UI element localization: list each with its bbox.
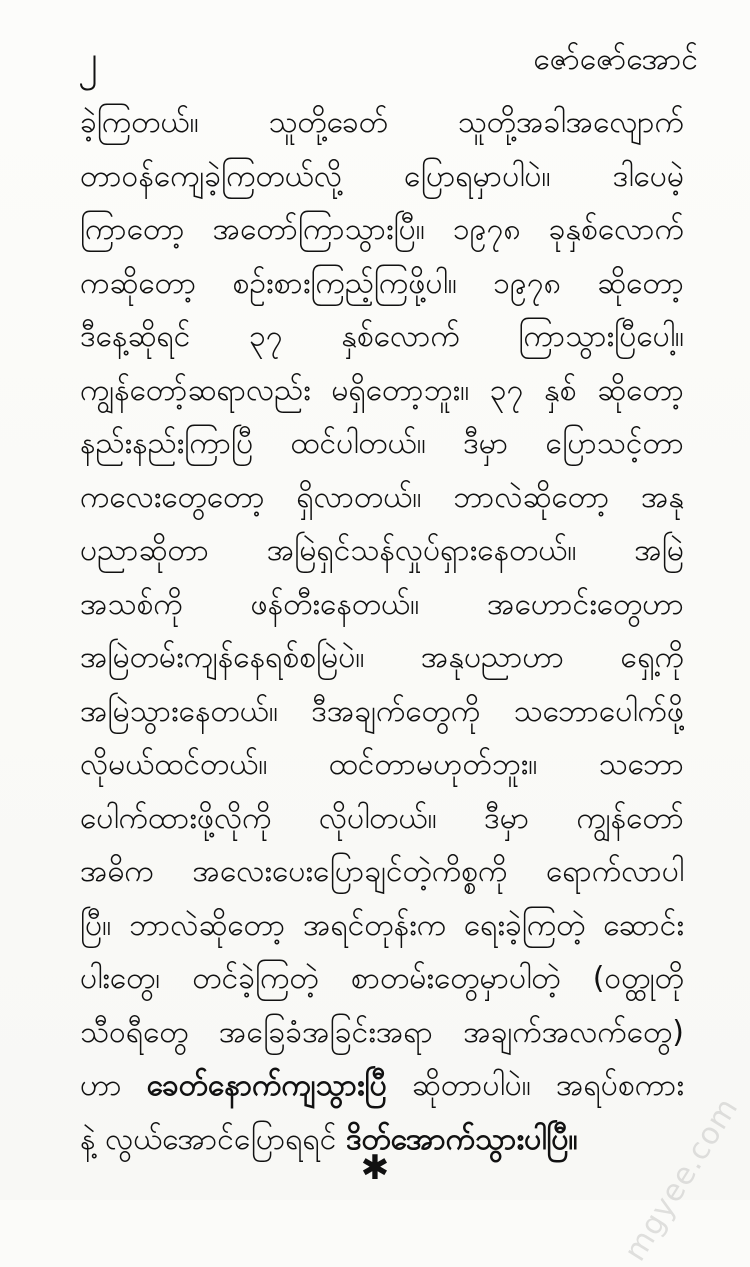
text-segment: ပါးတွေ၊ တင်ခဲ့ကြတဲ့ စာတမ်းတွေမှာပါတဲ့ (ဝတ္ထုတို [80, 961, 684, 996]
text-line [80, 1059, 684, 1113]
text-segment: အမြဲသွားနေတယ်။ ဒီအချက်တွေကို သဘောပေါက်ဖို့ [80, 693, 684, 729]
text-line [80, 310, 684, 364]
text-line [80, 792, 684, 846]
text-segment: ပေါက်ထားဖို့လိုကို လိုပါတယ်။ ဒီမှာ ကျွန်တော် [80, 800, 684, 836]
text-line [80, 257, 684, 311]
text-segment: ကြာတော့ အတော်ကြာသွားပြီ။ ၁၉၇၈ ခုနှစ်လောက် [80, 212, 684, 247]
text-line [80, 578, 684, 632]
text-line [80, 471, 684, 525]
text-line [80, 899, 684, 953]
text-segment: ခဲ့ကြတယ်။ သူတို့ခေတ် သူတို့အခါအလျောက် [80, 105, 684, 140]
text-segment: ဆိုတာပါပဲ။ အရပ်စကား [386, 1068, 684, 1103]
text-segment: နဲ့ လွယ်အောင်ပြောရရင် [80, 1121, 346, 1157]
text-line [80, 203, 684, 257]
text-segment: ကဆိုတော့ စဉ်းစားကြည့်ကြဖို့ပါ။ ၁၉၇၈ ဆိုတော့ [80, 265, 684, 301]
text-line [80, 952, 684, 1006]
text-segment: သီဝရီတွေ အခြေခံအခြင်းအရာ အချက်အလက်တွေ) [80, 1014, 684, 1050]
text-line [80, 1006, 684, 1060]
text-segment: တာဝန်ကျေခဲ့ကြတယ်လို့ ပြောရမှာပါပဲ။ ဒါပေမဲ့ [80, 158, 684, 194]
text-line [80, 631, 684, 685]
text-segment: နည်းနည်းကြာပြီ ထင်ပါတယ်။ ဒီမှာ ပြောသင့်တာ [80, 426, 684, 461]
text-segment: ပညာဆိုတာ အမြဲရှင်သန်လှုပ်ရှားနေတယ်။ အမြဲ [80, 533, 684, 568]
text-line [80, 738, 684, 792]
text-line [80, 524, 684, 578]
text-segment: အမြဲတမ်းကျန်နေရစ်စမြဲပဲ။ အနုပညာဟာ ရှေ့ကို [80, 640, 684, 675]
text-line [80, 364, 684, 418]
text-segment: ဒီနေ့ဆိုရင် ၃၇ နှစ်လောက် ကြာသွားပြီပေါ့။ [80, 319, 684, 354]
text-segment: ကျွန်တော့်ဆရာလည်း မရှိတော့ဘူး။ ၃၇ နှစ် ဆိုတော့ [80, 372, 684, 408]
text-segment: ဟာ [80, 1068, 147, 1103]
text-line [80, 96, 684, 150]
asterisk-ornament-icon: ✱ [360, 1148, 390, 1188]
bold-phrase: ခေတ်နောက်ကျသွားပြီ [146, 1068, 387, 1103]
body-text [80, 96, 684, 1166]
text-segment: အဓိက အလေးပေးပြောချင်တဲ့ကိစ္စကို ရောက်လာပါ [80, 854, 684, 889]
text-segment: လိုမယ်ထင်တယ်။ ထင်တာမဟုတ်ဘူး။ သဘော [80, 747, 684, 782]
text-segment: ပြီ။ ဘာလဲဆိုတော့ အရင်တုန်းက ရေးခဲ့ကြတဲ့ ဆောင်း [80, 907, 684, 943]
text-line [80, 150, 684, 204]
text-segment: အသစ်ကို ဖန်တီးနေတယ်။ အဟောင်းတွေဟာ [80, 586, 684, 622]
text-segment: ကလေးတွေတော့ ရှိလာတယ်။ ဘာလဲဆိုတော့ အနု [80, 479, 684, 515]
watermark: mgyee.com [617, 1091, 746, 1267]
text-line [80, 417, 684, 471]
bold-phrase: ဒိတ်အောက်သွားပါပြီ။ [345, 1121, 578, 1157]
running-head-author: ဇော်ဇော်အောင် [533, 42, 698, 77]
page-number: ၂ [78, 37, 98, 83]
text-line [80, 685, 684, 739]
text-line [80, 845, 684, 899]
